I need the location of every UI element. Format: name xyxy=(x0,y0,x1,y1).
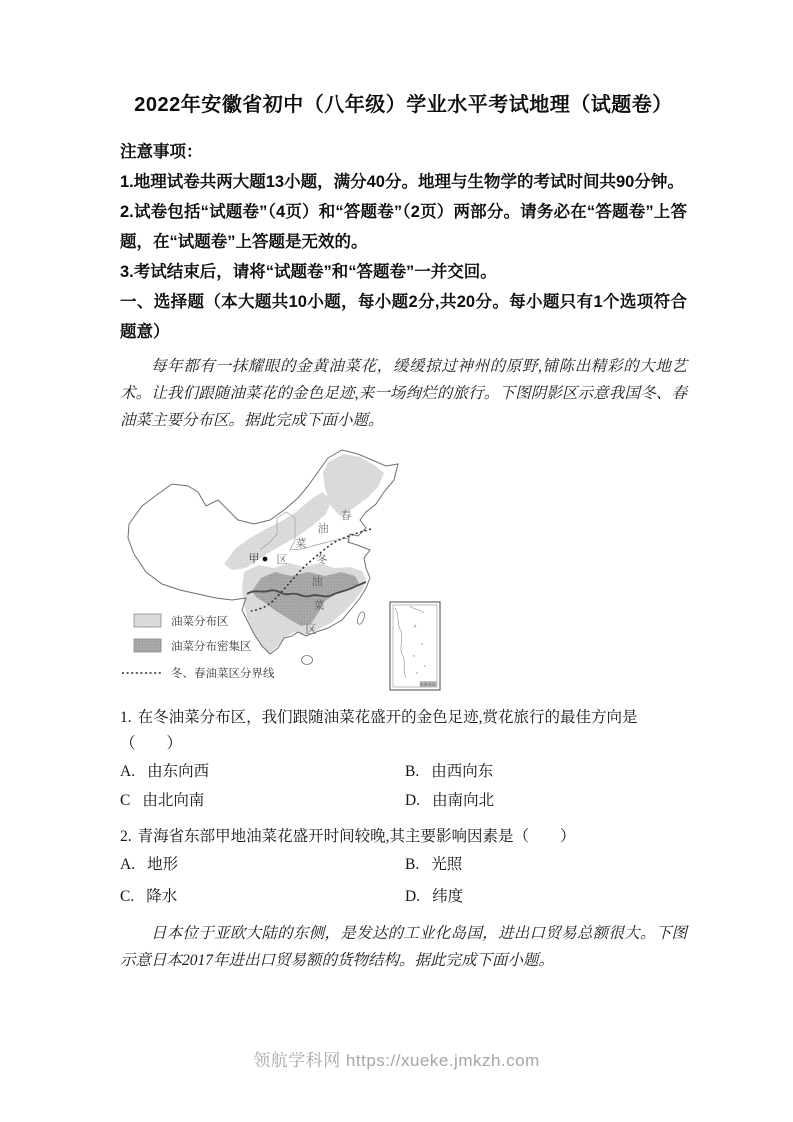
question-1-number: 1. xyxy=(120,709,132,726)
svg-text:油: 油 xyxy=(317,523,329,535)
page-content xyxy=(120,0,687,974)
point-jia-label: 甲 xyxy=(248,553,260,565)
note-item-2: 2.试卷包括“试题卷”（4页）和“答题卷”（2页）两部分。请务必在“答题卷”上答题，在“试题卷”上答题是无效的。 xyxy=(120,203,687,251)
china-rapeseed-map xyxy=(114,442,687,699)
passage-japan: 日本位于亚欧大陆的东侧，是发达的工业化岛国，进出口贸易总额很大。下图示意日本2017年进出口贸易额的货物结构。据此完成下面小题。 xyxy=(120,925,687,969)
option-1c: C 由北向南 xyxy=(120,792,205,809)
question-2-options xyxy=(120,852,687,910)
question-1 xyxy=(120,705,687,814)
inset-map-label: 南海诸岛 xyxy=(419,682,436,687)
question-1-options xyxy=(120,759,687,814)
taiwan-island xyxy=(356,611,366,625)
section-heading: 一、选择题（本大题共10小题，每小题2分,共20分。每小题只有1个选项符合题意） xyxy=(120,293,687,341)
question-1-text: 1. 在冬油菜分布区，我们跟随油菜花盛开的金色足迹,赏花旅行的最佳方向是（ ） xyxy=(120,709,638,752)
note-item-1: 1.地理试卷共两大题13小题，满分40分。地理与生物学的考试时间共90分钟。 xyxy=(120,173,684,191)
notes-heading: 注意事项： xyxy=(120,143,203,161)
legend-label-dense: 油菜分布密集区 xyxy=(171,641,252,653)
option-2a: A. 地形 xyxy=(120,856,179,873)
option-1a: A. 由东向西 xyxy=(120,763,210,780)
inset-map-south-china-sea xyxy=(390,602,440,690)
svg-text:春: 春 xyxy=(340,510,352,522)
note-item-3: 3.考试结束后，请将“试题卷”和“答题卷”一并交回。 xyxy=(120,263,497,281)
option-2b: B. 光照 xyxy=(405,856,463,873)
option-2c: C. 降水 xyxy=(120,888,178,905)
hainan-island xyxy=(302,656,313,665)
svg-text:菜: 菜 xyxy=(295,538,307,550)
legend-swatch-dense xyxy=(134,639,161,652)
option-1d: D. 由南向北 xyxy=(405,792,495,809)
question-2 xyxy=(120,824,687,910)
option-2d: D. 纬度 xyxy=(405,888,464,905)
option-1b: B. 由西向东 xyxy=(405,763,494,780)
svg-text:区: 区 xyxy=(276,554,288,566)
passage-rapeseed: 每年都有一抹耀眼的金黄油菜花，缓缓掠过神州的原野,铺陈出精彩的大地艺术。让我们跟随油菜花的金色足迹,来一场绚烂的旅行。下图阴影区示意我国冬、春油菜主要分布区。据此完成下面小题。 xyxy=(120,358,687,429)
legend-swatch-light xyxy=(134,614,161,627)
question-2-text: 2. 青海省东部甲地油菜花盛开时间较晚,其主要影响因素是（ ） xyxy=(120,828,576,845)
question-2-number: 2. xyxy=(120,828,132,845)
svg-text:油: 油 xyxy=(311,576,323,588)
spring-rapeseed-area-northeast xyxy=(323,454,384,516)
svg-text:菜: 菜 xyxy=(313,600,325,612)
map-svg xyxy=(114,442,456,694)
svg-text:冬: 冬 xyxy=(316,554,328,566)
footer-watermark: 领航学科网 https://xueke.jmkzh.com xyxy=(253,1051,540,1070)
svg-text:区: 区 xyxy=(305,624,317,636)
legend-label-light: 油菜分布区 xyxy=(171,616,229,628)
legend-label-divider: 冬、春油菜区分界线 xyxy=(171,668,275,680)
page-title: 2022年安徽省初中（八年级）学业水平考试地理（试题卷） xyxy=(134,94,673,116)
